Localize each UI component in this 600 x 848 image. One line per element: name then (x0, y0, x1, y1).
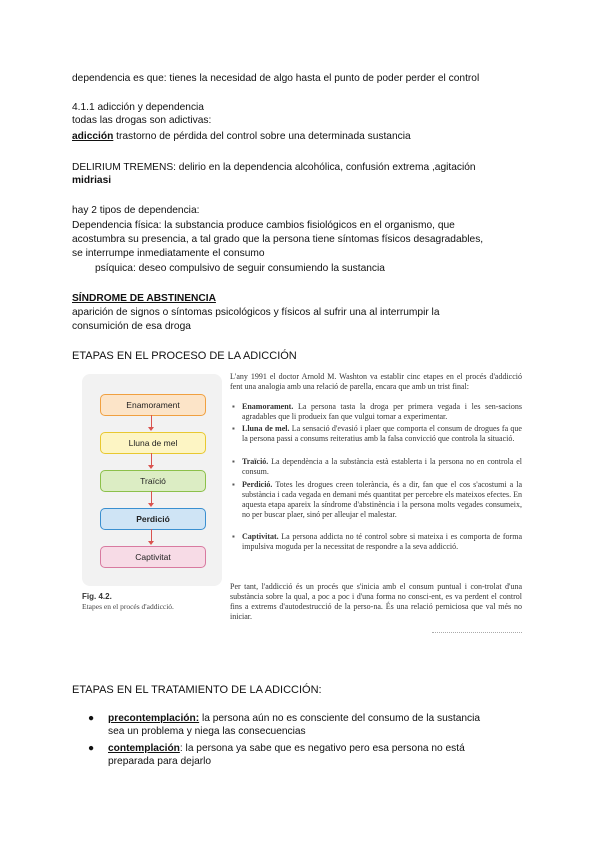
term-adiccion: adicción (72, 131, 114, 142)
definition-text: trastorno de pérdida del control sobre una determinada sustancia (113, 131, 411, 142)
list-desc: la persona aún no es consciente del consumo de la sustancia (199, 713, 481, 724)
bullet-icon: ▪ (232, 424, 235, 433)
divider (432, 632, 522, 633)
text-line: todas las drogas son adictivas: (72, 115, 212, 126)
figure-caption: Etapes en el procés d'addicció. (82, 602, 174, 611)
list-term: contemplación (108, 743, 180, 754)
bullet-icon: ● (88, 743, 95, 754)
bullet-term: Enamorament. (242, 402, 294, 411)
figure-intro: L'any 1991 el doctor Arnold M. Washton va establir cinc etapes en el procés d'addicció fent una analogia amb una relació de parella, encara que amb un trist final: (230, 372, 522, 391)
figure-bullet (230, 457, 522, 477)
section-heading: 4.1.1 adicción y dependencia (72, 102, 204, 113)
stage-box: Traïció (100, 470, 206, 492)
bullet-desc: La sensació d'evasió i plaer que comporta el consum de drogues fa que la persona passi a consums reiteratius amb la falsa convicció que controla la situació. (242, 424, 522, 443)
section-heading: SÍNDROME DE ABSTINENCIA (72, 293, 216, 304)
bullet-desc: Totes les drogues creen tolerància, és a dir, fan que el cos s'acostumi a la substància i cada vegada en demani més quantitat per percebre els mateixos efectes. En aquesta etapa apareix la síndrome d'abstinència i la persona molts vegades consumeix, no per buscar plaer, sinó per alleujar el malestar. (242, 480, 522, 519)
definition-line (72, 130, 411, 143)
stage-box: Perdició (100, 508, 206, 530)
stage-box: Lluna de mel (100, 432, 206, 454)
bullet-icon: ▪ (232, 480, 235, 489)
stage-box: Captivitat (100, 546, 206, 568)
bullet-desc: La dependència a la substància està establerta i la persona no en controla el consum. (242, 457, 522, 476)
text-line: psíquica: deseo compulsivo de seguir consumiendo la sustancia (95, 263, 385, 274)
bullet-term: Lluna de mel. (242, 424, 290, 433)
figure-conclusion: Per tant, l'addicció és un procés que s'inicia amb el consum puntual i con-trolat d'una substància sobre la qual, a poc a poc i d'una forma no consci-ent, es va perdent el control fins a extrems d'autodestrucció de la perso-na. És una relació perniciosa que val més no iniciar. (230, 582, 522, 621)
list-desc: preparada para dejarlo (108, 756, 212, 767)
figure-bullet (230, 480, 522, 520)
text-line: Dependencia física: la substancia produce cambios fisiológicos en el organismo, que (72, 220, 455, 231)
text-line: aparición de signos o síntomas psicológicos y físicos al sufrir una al interrumpir la (72, 307, 440, 318)
flow-diagram (82, 374, 222, 586)
list-item-text (108, 712, 480, 725)
bullet-desc: La persona addicta no té control sobre si mateixa i es comporta de forma impulsiva moguda per la necessitat de respondre a la seva addicció. (242, 532, 522, 551)
bullet-term: Captivitat. (242, 532, 279, 541)
bullet-icon: ▪ (232, 532, 235, 541)
section-heading: ETAPAS EN EL PROCESO DE LA ADICCIÓN (72, 350, 297, 362)
bullet-icon: ▪ (232, 402, 235, 411)
bullet-icon: ● (88, 713, 95, 724)
figure-bullet (230, 424, 522, 444)
text-line: se interrumpe inmediatamente el consumo (72, 248, 265, 259)
text-line: dependencia es que: tienes la necesidad de algo hasta el punto de poder perder el control (72, 73, 480, 84)
list-desc: sea un problema y niega las consecuencias (108, 726, 306, 737)
textbook-figure (72, 366, 522, 634)
arrow-icon (151, 529, 152, 542)
figure-bullet (230, 402, 522, 422)
term-midriasi: midriasi (72, 175, 112, 186)
stage-box: Enamorament (100, 394, 206, 416)
text-line: consumición de esa droga (72, 321, 191, 332)
figure-label: Fig. 4.2. (82, 592, 112, 601)
figure-bullet (230, 532, 522, 552)
arrow-icon (151, 415, 152, 428)
section-heading: ETAPAS EN EL TRATAMIENTO DE LA ADICCIÓN: (72, 684, 322, 696)
bullet-desc: La persona tasta la droga per primera vegada i les sen-sacions agradables que li produeix fan que vulgui tornar a experimentar. (242, 402, 522, 421)
bullet-term: Perdició. (242, 480, 273, 489)
list-item-text (108, 742, 465, 755)
bullet-term: Traïció. (242, 457, 269, 466)
arrow-icon (151, 491, 152, 504)
text-line: hay 2 tipos de dependencia: (72, 205, 200, 216)
text-line: acostumbra su presencia, a tal grado que la persona tiene síntomas físicos desagradables, (72, 234, 484, 245)
bullet-icon: ▪ (232, 457, 235, 466)
arrow-icon (151, 453, 152, 466)
list-term: precontemplación: (108, 713, 200, 724)
text-line: DELIRIUM TREMENS: delirio en la dependencia alcohólica, confusión extrema ,agitación (72, 162, 476, 173)
list-desc: : la persona ya sabe que es negativo pero esa persona no está (179, 743, 465, 754)
